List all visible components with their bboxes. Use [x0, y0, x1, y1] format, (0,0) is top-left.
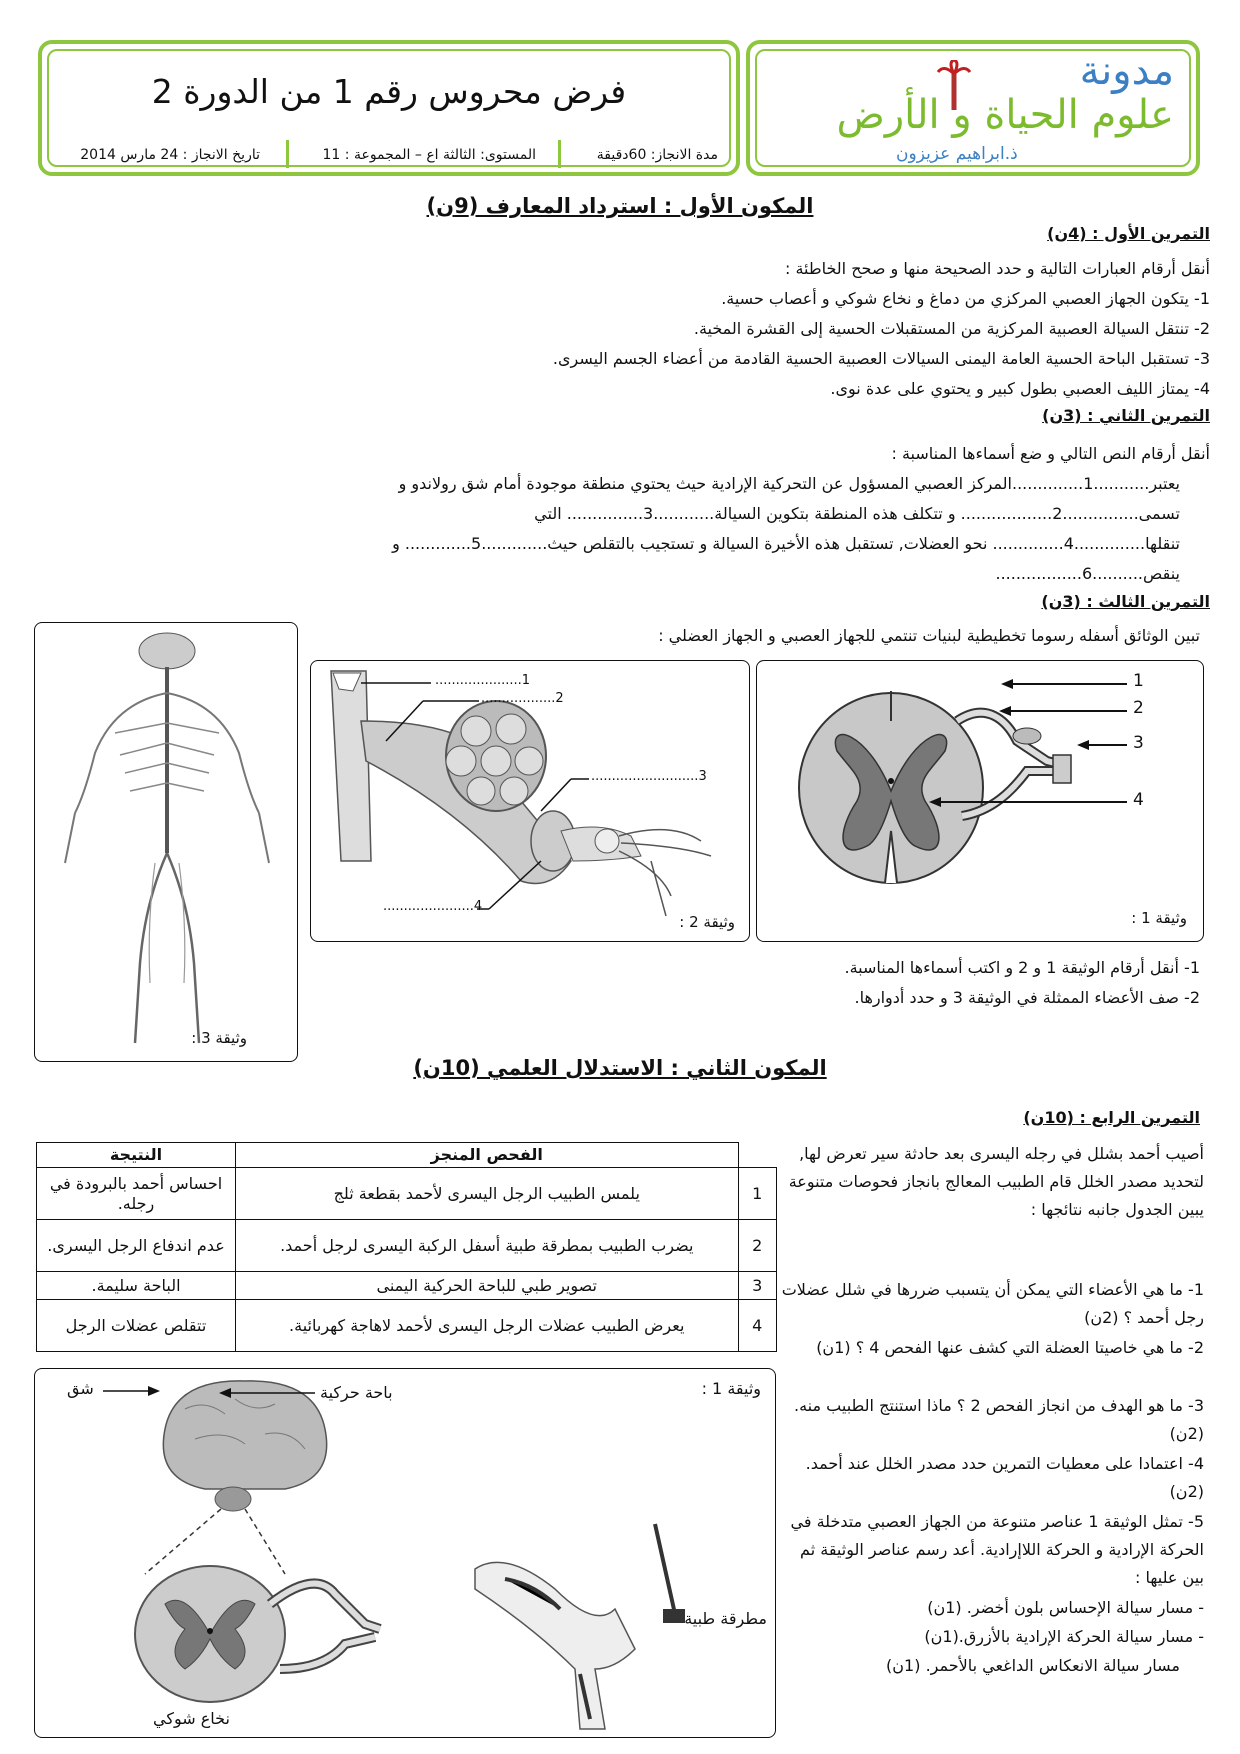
blog-logo-box — [746, 40, 1200, 176]
nervous-system-diagram — [35, 623, 299, 1063]
exam-duration: مدة الانجاز: 60دقيقة — [596, 147, 718, 163]
blog-title: مدونة — [1079, 48, 1174, 94]
label-fissure: شق — [67, 1379, 94, 1398]
ex4-question: 1- ما هي الأعضاء التي يمكن أن يتسبب ضررها في شلل عضلات رجل أحمد ؟ (2ن) — [781, 1280, 1204, 1327]
ex4-question: - مسار سيالة الحركة الإرادية بالأزرق.(1ن) — [924, 1627, 1204, 1646]
row-exam: يضرب الطبيب بمطرقة طبية أسفل الركبة اليسرى لرجل أحمد. — [236, 1220, 739, 1272]
ex3-question: 2- صف الأعضاء الممثلة في الوثيقة 3 و حدد أدوارها. — [854, 988, 1200, 1007]
ex2-line: تنقلها..............4.............. نحو العضلات, تستقبل هذه الأخيرة السيالة و تستجيب بالتقلص حيث.............5............. و — [392, 534, 1180, 553]
row-number: 3 — [738, 1272, 777, 1300]
ex3-title: التمرين الثالث : (3ن) — [1041, 592, 1210, 611]
row-result: الباحة سليمة. — [37, 1272, 236, 1300]
ex4-question: 4- اعتمادا على معطيات التمرين حدد مصدر الخلل عند أحمد. (2ن) — [805, 1454, 1204, 1501]
part1-title: المكون الأول : استرداد المعارف (9ن) — [426, 194, 814, 218]
row-result: تتقلص عضلات الرجل — [37, 1300, 236, 1352]
doc2-number: ..........................3 — [591, 769, 707, 784]
ex2-intro: أنقل أرقام النص التالي و ضع أسماءها المناسبة : — [891, 444, 1210, 463]
exam-level: المستوى: الثالثة اع – المجموعة : 11 — [322, 147, 536, 163]
label-hammer: مطرقة طبية — [684, 1609, 767, 1628]
table-header-row — [37, 1143, 777, 1168]
ex1-item: 3- تستقبل الباحة الحسية العامة اليمنى السيالات العصبية الحسية القادمة من أعضاء الجسم اليسرى. — [552, 349, 1210, 368]
ex4-question: - مسار سيالة الإحساس بلون أخضر. (1ن) — [927, 1598, 1204, 1617]
divider — [286, 140, 289, 168]
ex1-item: 1- يتكون الجهاز العصبي المركزي من دماغ و نخاع شوكي و أعصاب حسية. — [721, 289, 1210, 308]
ex4-question: مسار سيالة الانعكاس الداغعي بالأحمر. (1ن) — [886, 1656, 1180, 1675]
reflex-arc-diagram — [35, 1369, 777, 1739]
doc3-label: وثيقة 3 : — [191, 1029, 247, 1047]
ex4-intro: أصيب أحمد بشلل في رجله اليسرى بعد حادثة سير تعرض لها, لتحديد مصدر الخلل قام الطبيب المعالج بانجاز فحوصات متنوعة يبين الجدول جانبه نتائجها : — [788, 1144, 1204, 1219]
ex4-question: 5- تمثل الوثيقة 1 عناصر متنوعة من الجهاز العصبي متدخلة في الحركة الإرادية و الحركة اللاإرادية. أعد رسم عناصر الوثيقة ثم بين عليها : — [790, 1512, 1204, 1587]
table-header: الفحص المنجز — [236, 1143, 739, 1168]
doc1-label: وثيقة 1 : — [1131, 909, 1187, 927]
ex2-line: يعتبر...........1..............المركز العصبي المسؤول عن التحركية الإرادية حيث يحتوي منطقة موجودة أمام شق رولاندو و — [398, 474, 1180, 493]
table-row — [37, 1220, 777, 1272]
table-header: النتيجة — [37, 1143, 236, 1168]
row-result: احساس أحمد بالبرودة في رجله. — [37, 1168, 236, 1220]
row-exam: يلمس الطبيب الرجل اليسرى لأحمد بقطعة ثلج — [236, 1168, 739, 1220]
doc2-number: .....................1 — [435, 673, 531, 688]
ex2-line: تسمى...............2.................. و تتكلف هذه المنطقة بتكوين السيالة............3............... التي — [534, 504, 1180, 523]
table-row — [37, 1300, 777, 1352]
ex4-question: 2- ما هي خاصيتا العضلة التي كشف عنها الفحص 4 ؟ (1ن) — [816, 1338, 1204, 1357]
doc1-number: 3 — [1133, 733, 1144, 753]
table-row — [37, 1272, 777, 1300]
row-number: 1 — [738, 1168, 777, 1220]
exam-results-table — [36, 1142, 777, 1352]
ex1-title: التمرين الأول : (4ن) — [1047, 224, 1210, 243]
table-row — [37, 1168, 777, 1220]
doc-label: وثيقة 1 : — [701, 1379, 761, 1398]
row-exam: يعرض الطبيب عضلات الرجل اليسرى لأحمد لاهاجة كهربائية. — [236, 1300, 739, 1352]
author-name: ذ.ابراهيم عزيزون — [896, 144, 1018, 164]
row-number: 2 — [738, 1220, 777, 1272]
ex4-title: التمرين الرابع : (10ن) — [1023, 1108, 1200, 1127]
doc1-number: 1 — [1133, 671, 1144, 691]
ex3-intro: تبين الوثائق أسفله رسوما تخطيطية لبنيات تنتمي للجهاز العصبي و الجهاز العضلي : — [658, 626, 1200, 645]
doc1-number: 2 — [1133, 698, 1144, 718]
doc2-muscle — [310, 660, 750, 942]
doc1-spinal-cord — [756, 660, 1204, 942]
ex3-question: 1- أنقل أرقام الوثيقة 1 و 2 و اكتب أسماءها المناسبة. — [844, 958, 1200, 977]
doc1-number: 4 — [1133, 790, 1144, 810]
ex2-title: التمرين الثاني : (3ن) — [1042, 406, 1210, 425]
divider — [558, 140, 561, 168]
label-motor-area: باحة حركية — [320, 1383, 393, 1402]
doc2-label: وثيقة 2 : — [679, 913, 735, 931]
exam-date: تاريخ الانجاز : 24 مارس 2014 — [80, 147, 260, 163]
ex2-line: ينقص..........6................. — [995, 564, 1180, 583]
ex4-question: 3- ما هو الهدف من انجاز الفحص 2 ؟ ماذا استنتج الطبيب منه. (2ن) — [794, 1396, 1204, 1443]
blog-subtitle: علوم الحياة و الأرض — [836, 92, 1174, 138]
row-number: 4 — [738, 1300, 777, 1352]
ex1-item: 2- تنتقل السيالة العصبية المركزية من المستقبلات الحسية إلى القشرة المخية. — [693, 319, 1210, 338]
row-exam: تصوير طبي للباحة الحركية اليمنى — [236, 1272, 739, 1300]
ex4-doc1 — [34, 1368, 776, 1738]
doc3-nervous-system — [34, 622, 298, 1062]
exam-header-box — [38, 40, 740, 176]
exam-title: فرض محروس رقم 1 من الدورة 2 — [151, 72, 627, 111]
ex1-item: 4- يمتاز الليف العصبي بطول كبير و يحتوي على عدة نوى. — [830, 379, 1210, 398]
doc2-number: ..................2 — [481, 691, 564, 706]
label-spinal-cord: نخاع شوكي — [153, 1709, 230, 1728]
doc2-number: ......................4 — [383, 899, 483, 914]
part2-title: المكون الثاني : الاستدلال العلمي (10ن) — [413, 1056, 827, 1080]
ex1-intro: أنقل أرقام العبارات التالية و حدد الصحيحة منها و صحح الخاطئة : — [784, 259, 1210, 278]
row-result: عدم اندفاع الرجل اليسرى. — [37, 1220, 236, 1272]
